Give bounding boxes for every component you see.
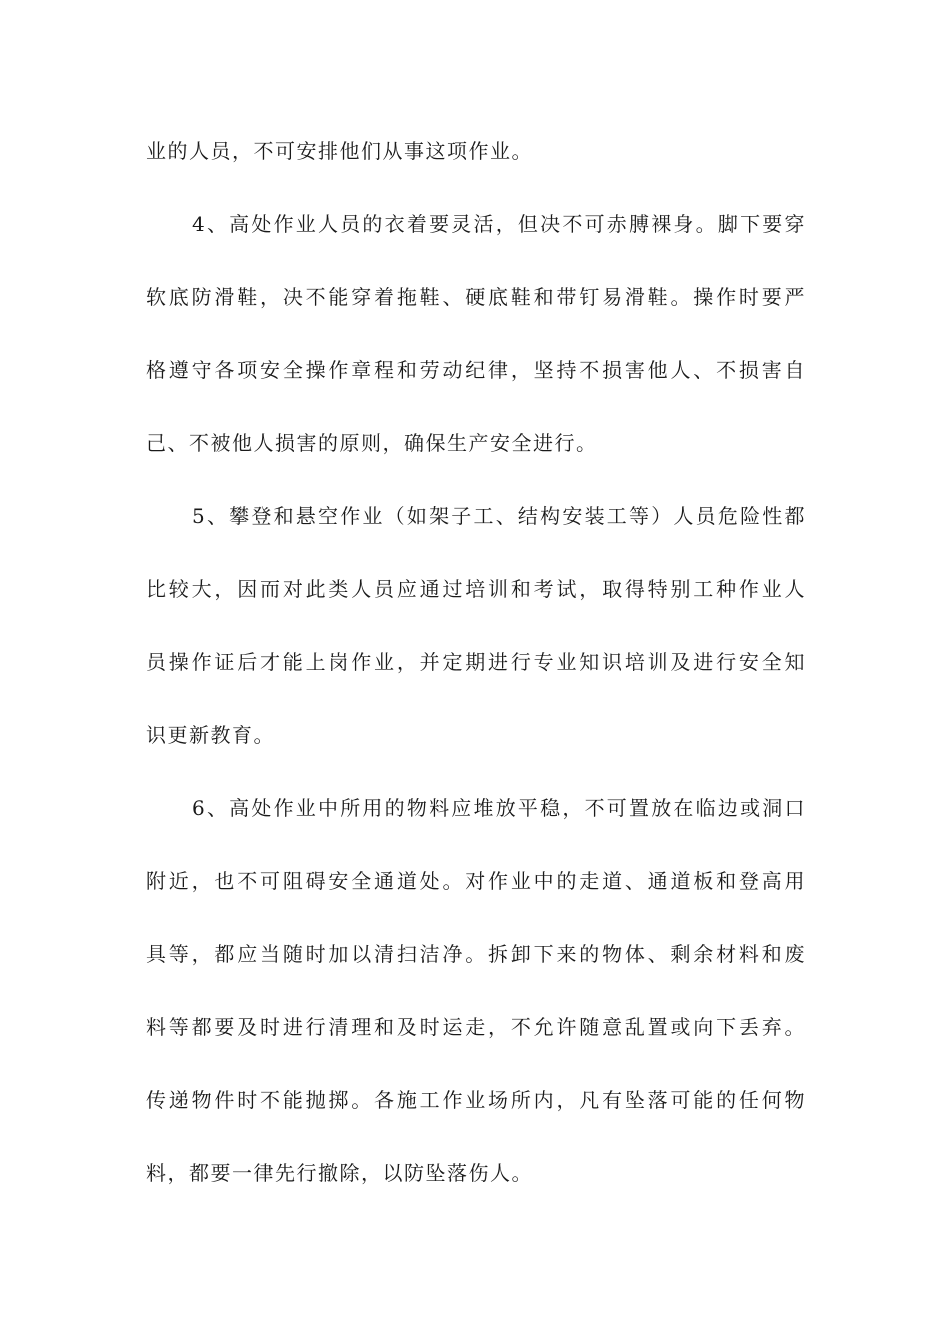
text-line: 己、不被他人损害的原则，确保生产安全进行。 bbox=[146, 431, 598, 455]
body-text bbox=[146, 128, 806, 1223]
text-line: 格遵守各项安全操作章程和劳动纪律，坚持不损害他人、不损害自 bbox=[146, 358, 806, 382]
text-line: 料，都要一律先行撤除，以防坠落伤人。 bbox=[146, 1161, 533, 1185]
text-line: 软底防滑鞋，决不能穿着拖鞋、硬底鞋和带钉易滑鞋。操作时要严 bbox=[146, 285, 806, 309]
text-line: 具等，都应当随时加以清扫洁净。拆卸下来的物体、剩余材料和废 bbox=[146, 942, 806, 966]
text-line: 附近，也不可阻碍安全通道处。对作业中的走道、通道板和登高用 bbox=[146, 869, 806, 893]
text-line: 料等都要及时进行清理和及时运走，不允许随意乱置或向下丢弃。 bbox=[146, 1015, 806, 1039]
text-line: 传递物件时不能抛掷。各施工作业场所内，凡有坠落可能的任何物 bbox=[146, 1088, 806, 1112]
text-line: 5、攀登和悬空作业（如架子工、结构安装工等）人员危险性都 bbox=[192, 504, 806, 528]
text-line: 员操作证后才能上岗作业，并定期进行专业知识培训及进行安全知 bbox=[146, 650, 806, 674]
text-line: 业的人员，不可安排他们从事这项作业。 bbox=[146, 139, 533, 163]
text-line: 比较大，因而对此类人员应通过培训和考试，取得特别工种作业人 bbox=[146, 577, 806, 601]
text-line: 6、高处作业中所用的物料应堆放平稳，不可置放在临边或洞口 bbox=[192, 796, 806, 820]
text-line: 4、高处作业人员的衣着要灵活，但决不可赤膊裸身。脚下要穿 bbox=[192, 212, 806, 236]
text-line: 识更新教育。 bbox=[146, 723, 275, 747]
